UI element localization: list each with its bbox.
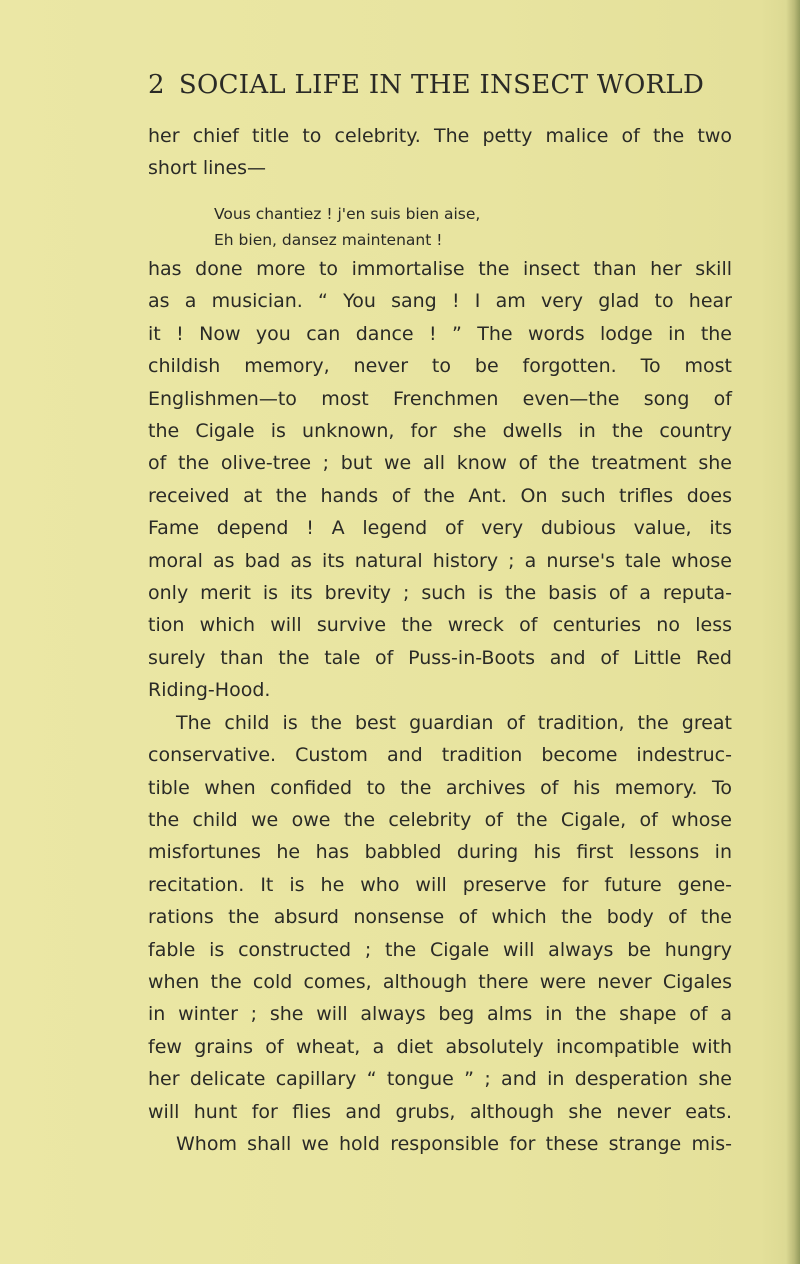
text-line: in winter ; she will always beg alms in the shape of a [148,1003,732,1026]
text-line: her chief title to celebrity. The petty malice of the two [148,125,732,147]
page-number: 2 [148,70,165,100]
running-head [148,70,704,100]
text-line: it ! Now you can dance ! ” The words lodge in the [148,322,732,345]
text-line: as a musician. “ You sang ! I am very glad to hear [148,290,732,313]
book-title: SOCIAL LIFE IN THE INSECT WORLD [178,70,705,100]
text-line: received at the hands of the Ant. On such trifles does [148,484,732,507]
text-line: the Cigale is unknown, for she dwells in the country [148,420,732,443]
text-line: conservative. Custom and tradition become indestruc- [148,744,732,767]
text-line: The child is the best guardian of tradition, the great [176,711,732,734]
text-line: will hunt for flies and grubs, although she never eats. [148,1100,732,1123]
text-line: Riding-Hood. [148,679,271,702]
body-text [148,253,732,1160]
quote-line: Vous chantiez ! j'en suis bien aise, [214,205,481,223]
french-quotation [214,201,480,253]
text-line: when the cold comes, although there were never Cigales [148,970,732,993]
text-line: Englishmen—to most Frenchmen even—the song of [148,387,732,410]
text-line: only merit is its brevity ; such is the basis of a reputa- [148,582,732,605]
text-line: recitation. It is he who will preserve for future gene- [148,873,732,896]
text-line: tion which will survive the wreck of centuries no less [148,614,732,637]
text-line: tible when confided to the archives of his memory. To [148,776,732,799]
text-line: misfortunes he has babbled during his first lessons in [148,841,732,864]
text-line: has done more to immortalise the insect than her skill [148,258,732,280]
text-line: rations the absurd nonsense of which the body of the [148,906,732,929]
text-line: fable is constructed ; the Cigale will always be hungry [148,938,732,961]
page-edge-shadow [786,0,800,1264]
text-line: Fame depend ! A legend of very dubious value, its [148,517,732,540]
text-line: Whom shall we hold responsible for these strange mis- [176,1132,732,1155]
text-line: moral as bad as its natural history ; a nurse's tale whose [148,549,732,572]
text-line: the child we owe the celebrity of the Cigale, of whose [148,808,732,831]
text-line: her delicate capillary “ tongue ” ; and in desperation she [148,1068,732,1091]
text-line: few grains of wheat, a diet absolutely incompatible with [148,1035,732,1058]
text-line: of the olive-tree ; but we all know of the treatment she [148,452,732,475]
text-line: surely than the tale of Puss-in-Boots and of Little Red [148,646,732,669]
quote-line: Eh bien, dansez maintenant ! [214,231,443,249]
intro-paragraph [148,120,732,185]
text-line: short lines— [148,157,267,180]
text-line: childish memory, never to be forgotten. To most [148,355,732,378]
